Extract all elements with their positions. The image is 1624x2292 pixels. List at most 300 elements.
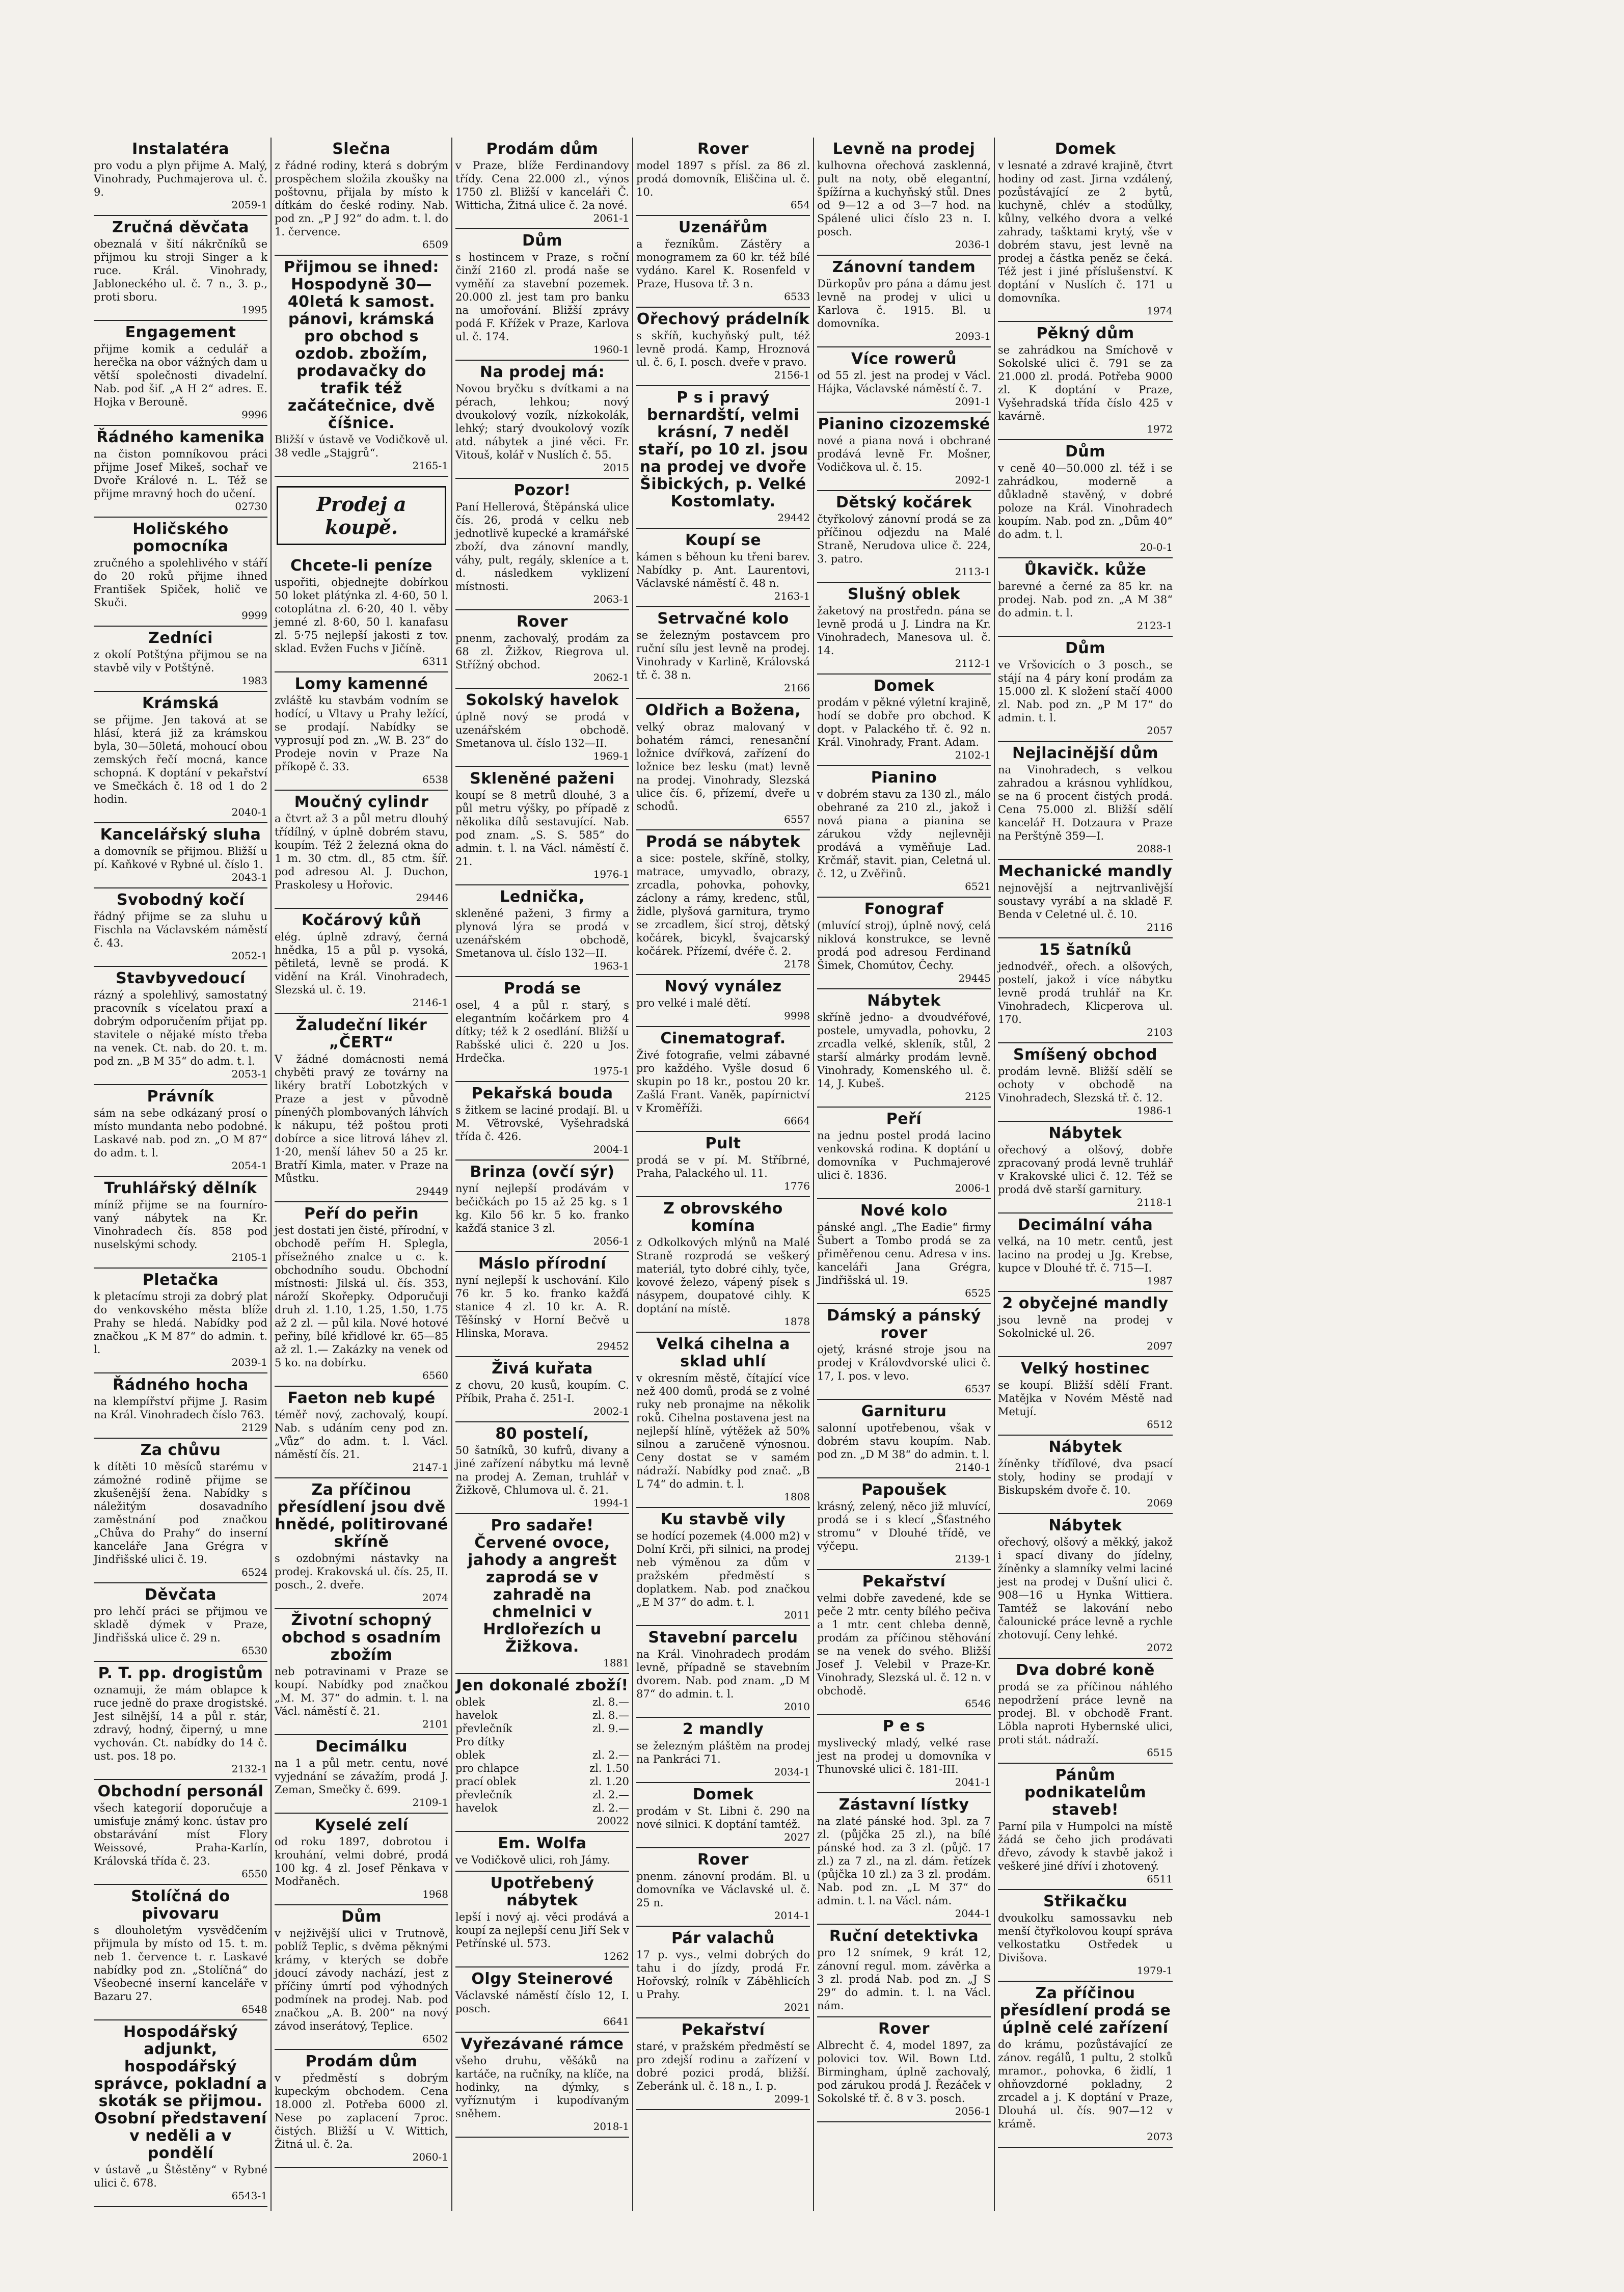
ad-title: Obchodní personál xyxy=(97,1783,264,1800)
classified-ad xyxy=(817,1108,991,1199)
ad-title: Hospodářský adjunkt, hospodářský správce, pokladní a skoták se přijmou. Osobní představení v neděli a v pondělí xyxy=(94,2023,267,2162)
ad-reference-number: 2147-1 xyxy=(412,1461,448,1473)
ad-title: Cinematograf. xyxy=(660,1030,786,1047)
price-row xyxy=(455,1735,629,1748)
ad-title: Peří xyxy=(886,1110,922,1128)
ad-text: zvláště ku stavbám vodním se hodící, u Vltavy u Prahy ležící, se prodají. Nabídky se vyprosují pod zn. „W. B. 23“ do Prodeje novin v Praze Na příkopě č. 33. xyxy=(275,694,448,773)
classified-ad xyxy=(94,518,267,627)
ad-text: rázný a spolehlivý, samostatný pracovník s vícelatou praxí a dobrým odporučením přijat pp. stavitele o nějaké místo třeba na venek. Ct. nab. do 20. t. m. pod zn. „B M 35“ do adm. t. l. xyxy=(94,989,267,1067)
ad-title: Moučný cylindr xyxy=(294,793,429,811)
ad-text: ve Vodičkově ulici, roh Jámy. xyxy=(455,1854,610,1866)
ad-text: obeznalá v šití nákrčníků se přijmou ku stroji Singer a k ruce. Král. Vinohrady, Jabloneckého ul. č. 7 n., 3. p., proti sboru. xyxy=(94,238,267,303)
ad-text: se železným pláštěm na prodej na Pankráci 71. xyxy=(636,1740,810,1765)
classified-ad xyxy=(275,138,448,256)
ad-text: dvoukolku samossavku neb menší čtyřkolovou koupí správa velkostatku Ostředek u Divišova. xyxy=(998,1912,1173,1964)
price-row xyxy=(455,1788,629,1801)
ad-title: Instalatéra xyxy=(132,140,229,158)
ad-title: Brinza (ovčí sýr) xyxy=(470,1163,615,1181)
ad-text: nyní nejlepší prodávám v bečičkách po 15 až 25 kg. s 1 kg. Kilo 56 kr. 5 ko. franko kažďá stanice 3 zl. xyxy=(455,1182,629,1234)
ad-text: se hodící pozemek (4.000 m2) v Dolní Krči, při silnici, na prodej neb výměnou za dům v pražském předměstí s doplatkem. Nab. pod značkou „E M 37“ do adm. t. l. xyxy=(636,1530,810,1608)
classified-ad xyxy=(817,1925,991,2017)
ad-title: Decimálku xyxy=(315,1738,408,1756)
ad-text: Parní pila v Humpolci na místě žádá se čeho jich prodávati dřevo, závody k stavbě jakož i veškeré jiné dříví i zhotovený. xyxy=(998,1820,1173,1872)
ad-text: k dítěti 10 měsíců starému v zámožné rodině přijme se zkušenější žena. Nabídky s náležitým dosavadního zaměstnání pod značkou „Chůva do Prahy“ do inserní kanceláře Jana Grégra v Jindřišské ulici č. 19. xyxy=(94,1461,267,1566)
ad-reference-number: 1960-1 xyxy=(593,343,629,356)
ad-title: Prodá se nábytek xyxy=(645,833,801,851)
ad-text: neb potravinami v Praze se koupí. Nabídky pod značkou „M. M. 37“ do admin. t. l. na Václ. náměstí č. 21. xyxy=(275,1665,448,1717)
ad-reference-number: 1968 xyxy=(422,1888,448,1900)
classified-ad xyxy=(998,1436,1173,1514)
classified-ad xyxy=(817,583,991,675)
classified-ad xyxy=(94,2020,267,2207)
ad-reference-number: 2091-1 xyxy=(955,395,991,408)
ad-title: Žaludeční likér „ČERT“ xyxy=(295,1016,427,1051)
ad-text: ojetý, krásné stroje jsou na prodej v Královdvorské ulici č. 17, I. pos. v levo. xyxy=(817,1343,991,1382)
ad-text: sám na sebe odkázaný prosí o místo mundanta nebo podobné. Laskavé nab. pod zn. „O M 87“ do adm. t. l. xyxy=(94,1107,267,1159)
ad-reference-number: 02730 xyxy=(235,500,267,513)
classified-ad xyxy=(94,321,267,426)
ad-text: z chovu, 20 kusů, koupím. C. Příbik, Praha č. 251-I. xyxy=(455,1379,629,1405)
ad-reference-number: 2156-1 xyxy=(774,369,810,381)
ad-reference-number: 2036-1 xyxy=(955,238,991,251)
ad-reference-number: 2112-1 xyxy=(955,657,991,669)
ad-title: Lomy kamenné xyxy=(294,675,428,693)
ad-text: Albrecht č. 4, model 1897, za polovici tov. Wil. Bown Ltd. Birmingham, úplně zachovalý, pod zárukou prodá J. Řezáček v Sokolské tř. č. 8 v 3. posch. xyxy=(817,2039,991,2105)
ad-title: Nábytek xyxy=(1048,1438,1122,1456)
price-list xyxy=(455,1695,629,1815)
ad-text: pro vodu a plyn přijme A. Malý, Vinohrady, Puchmajerova ul. č. 9. xyxy=(94,159,267,198)
ad-reference-number: 2060-1 xyxy=(412,2151,448,2163)
classified-ad xyxy=(636,1197,810,1333)
ad-reference-number: 2132-1 xyxy=(231,1763,267,1775)
classified-ad xyxy=(94,1885,267,2020)
ad-title: Máslo přírodní xyxy=(478,1255,607,1273)
classified-ad xyxy=(636,1508,810,1626)
ad-title: Rover xyxy=(697,1851,749,1869)
ad-text: V žádné domácnosti nemá chyběti pravý ze továrny na likéry bratří Lobotzkých v Praze a jest v původně pínenýčh plombovaných láhvích k nákupu, též poštou proti dobírce a sice litrová láhev zl. 1·20, menší láhev 50 a 25 kr. Bratří Kimla, mater. v Praze na Můstku. xyxy=(275,1053,448,1184)
ad-text: s dlouholetým vysvědčením přijmula by místo od 15. t. m. neb 1. července t. r. Laskavé nabídky pod zn. „Stolíčná“ do Všeobecné inserní kanceláře v Bazaru 27. xyxy=(94,1924,267,2003)
classified-ad xyxy=(94,627,267,692)
classified-ad xyxy=(275,1814,448,1905)
classified-ad xyxy=(636,1927,810,2018)
ad-title: Přijmou se ihned: Hospodyně 30—40letá k samost. pánovi, krámská pro obchod s ozdob. zbožím, prodavačky do trafik též začátečnice, dvě číšnice. xyxy=(284,258,439,432)
ad-text: na 1 a půl metr. centu, nové vyjednání se závažím, prodá J. Zeman, Smečky č. 699. xyxy=(275,1757,448,1796)
ad-text: k pletacímu stroji za dobrý plat do venkovského města blíže Prahy se hledá. Nabídky pod značkou „K M 87“ do admin. t. l. xyxy=(94,1290,267,1356)
ad-reference-number: 6543-1 xyxy=(231,2190,267,2202)
classified-ad xyxy=(636,607,810,699)
ad-title: Dům xyxy=(1065,639,1106,657)
ad-reference-number: 2039-1 xyxy=(231,1356,267,1368)
ad-text: prodám v St. Libni č. 290 na nové silnici. K doptání tamtéž. xyxy=(636,1805,810,1830)
ad-text: do krámu, pozůstávající ze zánov. regálů, 1 pultu, 2 stolků mramor., pohovka, 6 židlí, 1 ohňovzdorné pokladny, 2 zrcadel a j. K doptání v Praze, Dlouhá ul. čís. 907—12 v krámě. xyxy=(998,2038,1173,2130)
ad-reference-number: 1963-1 xyxy=(593,960,629,972)
ad-text: na Král. Vinohradech prodám levně, případně se stavebním dvorem. Nab. pod znam. „D M 87“ do admin. t. l. xyxy=(636,1648,810,1700)
ad-reference-number: 2069 xyxy=(1147,1497,1173,1509)
ad-text: se přijme. Jen taková at se hlásí, která již za krámskou byla, 30—50letá, mohoucí obou zemských řečí mocná, kance schopná. K doptání v pekařství ve Smečkách č. 18 od 1 do 2 hodin. xyxy=(94,714,267,805)
ad-reference-number: 2010 xyxy=(784,1701,810,1713)
price-item: oblek xyxy=(455,1696,485,1708)
ad-text: a domovník se přijmou. Bližší u pí. Kaňkové v Rybné ul. číslo 1. xyxy=(94,845,267,871)
ad-reference-number: 2056-1 xyxy=(955,2105,991,2117)
classified-ad xyxy=(94,138,267,216)
classified-ad xyxy=(636,830,810,975)
ad-title: Pletačka xyxy=(142,1271,219,1289)
ad-title: Oldřich a Božena, xyxy=(645,702,801,719)
ad-reference-number: 1974 xyxy=(1147,305,1173,317)
ad-reference-number: 6509 xyxy=(422,238,448,251)
ad-title: Zástavní lístky xyxy=(838,1796,969,1814)
ad-title: Slečna xyxy=(332,140,391,158)
ad-text: oznamuji, že mám oblapce k ruce jedně do praxe drogistské. Jest silnější, 14 a půl r. stár, zdravý, hodný, čiperný, u mne vychován. Ct. nabídky do 14 č. ust. pos. 18 po. xyxy=(94,1684,267,1762)
classified-ad xyxy=(817,413,991,491)
classified-ad xyxy=(817,675,991,766)
classified-ad xyxy=(455,1832,629,1872)
ad-reference-number: 2054-1 xyxy=(231,1160,267,1172)
classified-ad xyxy=(94,1439,267,1583)
ad-title: Pekařství xyxy=(681,2021,765,2039)
ad-reference-number: 6550 xyxy=(241,1868,267,1880)
ad-reference-number: 2014-1 xyxy=(774,1909,810,1922)
price-value: zl. 2.— xyxy=(592,1789,629,1801)
classified-ad xyxy=(636,138,810,216)
ad-text: nové a piana nová i obchrané prodává levně Fr. Mošner, Vodičkova ul. č. 15. xyxy=(817,435,991,473)
classified-ad xyxy=(455,1967,629,2033)
ad-reference-number: 6521 xyxy=(965,880,991,893)
ad-text: jest dostati jen čisté, přírodní, v obchodě peřím H. Splegla, přísežného znalce u c. k. obchodního soudu. Obchodní místnosti: Jilská ul. čís. 353, nároží Skořepky. Odporučuji druh zl. 1.10, 1.25, 1.50, 1.75 až 2 zl. — půl kila. Nové hotové peřiny, bílé křidlové kr. 65—85 až zl. 1.— Zakázky na venek od 5 ko. na dobírku. xyxy=(275,1224,448,1369)
ad-reference-number: 6538 xyxy=(422,773,448,786)
ad-title: Kancelářský sluha xyxy=(100,826,261,844)
ad-title: P. T. pp. drogistům xyxy=(98,1664,263,1682)
ad-text: Bližší v ústavě ve Vodičkově ul. 38 vedle „Stajgrů“. xyxy=(275,434,448,459)
ad-reference-number: 2093-1 xyxy=(955,330,991,342)
classified-ad xyxy=(455,1674,629,1832)
ad-reference-number: 2072 xyxy=(1147,1641,1173,1654)
ad-title: Pekařská bouda xyxy=(471,1085,613,1102)
ad-text: a sice: postele, skříně, stolky, matrace, umyvadlo, obrazy, zrcadla, pohovka, pohovky, záclony a rámy, kredenc, stůl, židle, plyšová garnitura, trymo se zrcadlem, šicí stroj, dětský kočárek, bicykl, švajcarský kočárek. Přízemí, dvéře č. 2. xyxy=(636,852,810,957)
ad-reference-number: 6548 xyxy=(241,2003,267,2015)
ad-reference-number: 1976-1 xyxy=(593,868,629,880)
ad-column xyxy=(91,138,272,2211)
classified-ad xyxy=(998,1292,1173,1357)
classified-ad xyxy=(455,361,629,479)
ad-title: P e s xyxy=(882,1717,926,1735)
classified-ad xyxy=(94,1269,267,1373)
classified-ad xyxy=(817,989,991,1108)
classified-ad xyxy=(998,1890,1173,1982)
ad-text: pro lehčí práci se přijmou ve skladě dýmek v Praze, Jindřišská ulice č. 29 n. xyxy=(94,1605,267,1644)
price-row xyxy=(455,1748,629,1762)
ad-title: Pro sadaře! Červené ovoce, jahody a angrešt zaprodá se v zahradě na chmelnici v Hrdlořezích u Žižkova. xyxy=(467,1517,617,1656)
ad-text: se železným postavcem pro ruční sílu jest levně na prodej. Vinohrady v Karlině, Královská tř. č. 38 n. xyxy=(636,629,810,681)
ad-title: Stavbyvedoucí xyxy=(116,969,246,987)
ad-title: Zedníci xyxy=(148,629,213,647)
ad-text: velká, na 10 metr. centů, jest lacino na prodej u Jg. Krebse, kupce v Dlouhé tř. č. 715—I. xyxy=(998,1235,1173,1274)
ad-reference-number: 2034-1 xyxy=(774,1766,810,1778)
classified-ad xyxy=(94,823,267,888)
ad-reference-number: 2146-1 xyxy=(412,996,448,1009)
ad-title: Pult xyxy=(705,1135,741,1152)
ad-reference-number: 2063-1 xyxy=(593,593,629,605)
ad-title: Upotřebený nábytek xyxy=(490,1874,594,1909)
ad-reference-number: 2109-1 xyxy=(412,1796,448,1809)
ad-title: Rover xyxy=(878,2020,930,2038)
ad-reference-number: 1881 xyxy=(603,1657,629,1669)
ad-text: všech kategorií doporučuje a umisťuje známý konc. ústav pro obstarávání míst Flory Weissové, Praha-Karlín, Královská třída č. 23. xyxy=(94,1802,267,1867)
ad-title: Dům xyxy=(1065,443,1106,461)
classified-ad xyxy=(817,1715,991,1793)
ad-text: staré, v pražském předměstí se pro zdejší rodinu a zařízení v dobré pozici prodá, bližší. Zeberánk ul. č. 18 n., I. p. xyxy=(636,2040,810,2092)
ad-text: žaketový na prostředn. pána se levně prodá u J. Lindra na Kr. Vinohradech, Manesova ul. č. 14. xyxy=(817,605,991,657)
ad-title: Skleněné paženi xyxy=(470,770,615,788)
ad-reference-number: 29442 xyxy=(777,511,810,524)
price-row xyxy=(455,1695,629,1709)
ad-reference-number: 29445 xyxy=(958,972,991,984)
ad-reference-number: 2092-1 xyxy=(955,474,991,486)
classified-ad xyxy=(636,216,810,308)
ad-text: z Odkolkových mlýnů na Malé Straně rozprodá se veškerý materiál, tyto dobré cihly, tyče, kovové železo, vápený písek s násypem, doupatové cihly. K doptání na místě. xyxy=(636,1236,810,1315)
ad-reference-number: 2040-1 xyxy=(231,806,267,818)
classified-ad xyxy=(636,975,810,1027)
ad-title: Ořechový prádelník xyxy=(636,310,810,328)
ad-reference-number: 2056-1 xyxy=(593,1235,629,1247)
ad-reference-number: 6525 xyxy=(965,1287,991,1299)
ad-reference-number: 654 xyxy=(790,199,810,211)
ad-text: salonní upotřebenou, však v dobrém stavu koupím. Nab. pod zn. „D M 38“ do admin. t. l. xyxy=(817,1422,991,1461)
ad-title: Pianino xyxy=(871,769,937,787)
ad-title: Za příčinou přesídlení jsou dvě hnědé, politirované skříně xyxy=(275,1481,448,1551)
ad-text: pro 12 snímek, 9 krát 12, zánovní regul. mom. závěrka a 3 zl. prodá Nab. pod zn. „J S 29“ do admin. t. l. na Václ. nám. xyxy=(817,1947,991,2012)
classified-ad xyxy=(817,1793,991,1925)
ad-reference-number: 2116 xyxy=(1147,921,1173,933)
classified-ad xyxy=(94,692,267,823)
ad-text: v předměstí s dobrým kupeckým obchodem. Cena 18.000 zl. Potřeba 6000 zl. Nese po zaplacení 7proc. čistých. Bližší u V. Wittich, Žitná ul. č. 2a. xyxy=(275,2072,448,2150)
ad-title: 15 šatníků xyxy=(1039,941,1132,959)
ad-title: Zánovní tandem xyxy=(832,258,976,276)
classified-ad xyxy=(817,1304,991,1400)
ad-text: v ceně 40—50.000 zl. též i se zahrádkou, moderně a důkladně stavěný, v dobré poloze na Král. Vinohradech koupím. Nab. pod zn. „Dům 40“ do adm. t. l. xyxy=(998,462,1173,541)
ad-text: pnenm. zánovní prodám. Bl. u domovníka ve Václavské ul. č. 25 n. xyxy=(636,1870,810,1909)
ad-text: prodám levně. Bližší sdělí se ochoty v obchodě na Vinohradech, Slezská tř. č. 12. xyxy=(998,1065,1173,1104)
price-item: prací oblek xyxy=(455,1775,517,1788)
classified-ad xyxy=(998,637,1173,742)
ad-text: ořechový, olšový a měkký, jakož i spací divany do jídelny, žíněnky a slamníky velmi laciné jest na prodej v Dušní ulici č. 908—16 u Hynka Wittiera. Tamtéž se lakování nebo čalounické práce levně a rychle zhotovují. Ceny lehké. xyxy=(998,1536,1173,1641)
ad-reference-number: 9999 xyxy=(241,609,267,622)
ad-reference-number: 2018-1 xyxy=(593,2120,629,2133)
ad-reference-number: 2105-1 xyxy=(231,1251,267,1263)
ad-title: Garnituru xyxy=(861,1403,947,1420)
ad-reference-number: 9996 xyxy=(241,409,267,421)
ad-text: Živé fotografie, velmi zábavné pro každého. Vyšle dosud 6 skupin po 18 kr., postou 20 kr. Zašlá Frant. Vaněk, papírnictví v Kroměříži. xyxy=(636,1049,810,1114)
ad-reference-number: 6664 xyxy=(784,1115,810,1127)
classified-ad xyxy=(636,1333,810,1508)
ad-title: Řádného kamenika xyxy=(96,428,265,446)
ad-text: nyní nejlepší k uschování. Kilo 76 kr. 5 ko. franko kažďá stanice 4 zl. 10 kr. A. R. Těšínský v Horní Bečvě u Hlinska, Morava. xyxy=(455,1274,629,1339)
price-value: zl. 1.50 xyxy=(589,1762,629,1774)
ad-text: žíněnky tříďílové, dva psací stoly, hodiny se prodají v Biskupském dvoře č. 10. xyxy=(998,1458,1173,1496)
ad-text: na jednu postel prodá lacino venkovská rodina. K doptání u domovníka v Puchmajerové ulici č. 1836. xyxy=(817,1129,991,1181)
classified-ad xyxy=(817,2017,991,2122)
classified-ad xyxy=(817,1478,991,1570)
ad-text: Novou bryčku s dvítkami a na pérach, lehkou; nový dvoukolový vozík, nízkokolák, lehký; starý dvoukolový vozík atd. nábytek a jiné věci. Fr. Vitouš, kolář v Nuslích č. 55. xyxy=(455,383,629,461)
classified-ad xyxy=(275,791,448,909)
ad-reference-number: 2002-1 xyxy=(593,1405,629,1417)
ad-text: od 55 zl. jest na prodej v Václ. Hájka, Václavské náměstí č. 7. xyxy=(817,369,991,395)
classified-ad xyxy=(275,1735,448,1814)
ad-reference-number: 2027 xyxy=(784,1831,810,1843)
ad-title: Dětský kočárek xyxy=(835,494,972,511)
ad-title: Nábytek xyxy=(1048,1517,1122,1534)
ad-text: a řezníkům. Zástěry a monogramem za 60 kr. též bílé vydáno. Karel K. Rosenfeld v Praze, Husova tř. 3 n. xyxy=(636,238,810,290)
classified-ad xyxy=(636,1132,810,1197)
ad-reference-number: 2044-1 xyxy=(955,1907,991,1920)
ad-text: čtyřkolový zánovní prodá se za příčinou odjezdu na Malé Straně, Nerudova ulice č. 224, 3. patro. xyxy=(817,513,991,565)
ad-title: Pánům podnikatelům staveb! xyxy=(1024,1766,1146,1819)
classified-ad xyxy=(275,1905,448,2050)
classified-ad xyxy=(998,1357,1173,1436)
ad-title: Em. Wolfa xyxy=(498,1835,587,1852)
ad-reference-number: 2103 xyxy=(1147,1026,1173,1038)
classified-ad xyxy=(455,885,629,977)
ad-text: v dobrém stavu za 130 zl., málo obehrané za 210 zl., jakož i nová piana a pianina se zárukou vždy nejlevněji prodává a vyměňuje Lad. Krčmář, stavit. pian, Celetná ul. č. 12, u Zvěřinů. xyxy=(817,788,991,880)
classified-ad xyxy=(455,229,629,361)
ad-title: Prodá se xyxy=(503,980,581,997)
ad-column xyxy=(633,138,814,2211)
ad-title: Nové kolo xyxy=(860,1202,948,1220)
classified-ad xyxy=(275,1202,448,1387)
ad-reference-number: 2102-1 xyxy=(955,749,991,761)
ad-reference-number: 6530 xyxy=(241,1644,267,1657)
ad-title: Lednička, xyxy=(500,888,585,906)
ad-text: na Vinohradech, s velkou zahradou a krásnou vyhlídkou, se na 6 procent čistých prodá. Cena 75.000 zl. Bližší sdělí kancelář H. Dotzaura v Praze na Perštýně 359—I. xyxy=(998,764,1173,842)
ad-reference-number: 2057 xyxy=(1147,724,1173,737)
ad-text: barevné a černé za 85 kr. na prodej. Nab. pod zn. „A M 38“ do admin. t. l. xyxy=(998,580,1173,619)
ad-reference-number: 2041-1 xyxy=(955,1776,991,1788)
ad-title: Zručná děvčata xyxy=(112,219,249,236)
ad-text: v ústavě „u Štěstěny“ v Rybné ulici č. 678. xyxy=(94,2164,267,2189)
classified-ad xyxy=(94,426,267,518)
ad-text: prodám v pěkné výletní krajině, hodí se dobře pro obchod. K dopt. v Palackého tř. č. 92 n. Král. Vinohrady, Frant. Adam. xyxy=(817,696,991,748)
classified-ad xyxy=(817,256,991,347)
ad-text: Paní Hellerová, Štěpánská ulice čís. 26, prodá v celku neb jednotlivě kupecké a kramářské zboží, dva zánovní mandly, váhy, pult, regály, skleníce a t. d. následkem vyklizení místnosti. xyxy=(455,501,629,592)
ad-title: Papoušek xyxy=(861,1481,947,1499)
ad-text: model 1897 s přísl. za 86 zl. prodá domovník, Eliščina ul. č. 10. xyxy=(636,159,810,198)
classified-ad xyxy=(275,1609,448,1735)
ad-reference-number: 2163-1 xyxy=(774,590,810,602)
classified-ad xyxy=(94,1583,267,1662)
ad-reference-number: 2052-1 xyxy=(231,950,267,962)
classified-ad xyxy=(275,2050,448,2168)
ad-reference-number: 2004-1 xyxy=(593,1143,629,1155)
classified-ad xyxy=(998,1514,1173,1659)
ad-text: se koupí. Bližší sdělí Frant. Matějka v Novém Městě nad Metují. xyxy=(998,1379,1173,1418)
ad-text: skříně jedno- a dvoudvéřové, postele, umyvadla, pohovku, 2 zrcadla velké, skleník, stůl, 2 starší almárky prodám levně. Vinohrady, Komenského ul. č. 14, J. Kubeš. xyxy=(817,1011,991,1090)
ad-reference-number: 2140-1 xyxy=(955,1461,991,1473)
ad-text: pánské angl. „The Eadie“ firmy Šubert a Tombo prodá se za přiměřenou cenu. Adresa v ins. kanceláři Jana Grégra, Jindřišská ul. 19. xyxy=(817,1221,991,1286)
ad-text: přijme komik a cedulář a herečka na obor vážných dam u větší společnosti divadelní. Nab. pod šif. „A H 2“ adres. E. Hojka v Berouně. xyxy=(94,343,267,408)
price-value: zl. 2.— xyxy=(592,1802,629,1814)
ad-text: z řádné rodiny, která s dobrým prospěchem složila zkoušky na poštovnu, přijala by místo k dítkám do české rodiny. Nab. pod zn. „P J 92“ do adm. t. l. do 1. července. xyxy=(275,159,448,238)
ad-text: v lesnaté a zdravé krajině, čtvrt hodiny od zast. Jirna vzdálený, pozůstávající ze 2 bytů, kuchyně, chlév a stodůlky, kůlny, velkého dvora a velké zahrady, tašktami krytý, vše v dobrém stavu, jest levně na prodej a částka peněz se čeká. Též jest i jiné příslušenství. K doptání v Nuslích č. 171 u domovníka. xyxy=(998,159,1173,304)
ad-text: na čiston pomníkovou práci přijme Josef Mikeš, sochař ve Dvoře Králové n. L. Též se přijme mravný hoch do učení. xyxy=(94,448,267,500)
ad-title: Jen dokonalé zboží! xyxy=(456,1677,629,1694)
ad-text: uspořiti, objednejte dobírkou 50 loket plátýnka zl. 4·60, 50 l. cotoplátna zl. 6·20, 40 l. věby jemné zl. 8·60, 50 l. kanafasu zl. 5·75 nejlepší jakosti z tov. sklad. Evžen Fuchs v Jičíně. xyxy=(275,576,448,655)
ad-reference-number: 6546 xyxy=(965,1697,991,1710)
price-item: převlečník xyxy=(455,1789,512,1801)
ad-title: Setrvačné kolo xyxy=(657,610,789,628)
price-row xyxy=(455,1762,629,1775)
classified-ad xyxy=(636,1626,810,1718)
ad-reference-number: 2011 xyxy=(784,1609,810,1621)
classified-ad xyxy=(94,1085,267,1177)
ad-title: Stavební parcelu xyxy=(648,1629,798,1647)
classified-ad xyxy=(817,347,991,413)
classified-ad xyxy=(455,1161,629,1252)
ad-title: Prodám dům xyxy=(486,140,599,158)
classified-ad xyxy=(998,860,1173,938)
ad-reference-number: 1979-1 xyxy=(1136,1964,1173,1977)
ad-text: zručného a spolehlivého v stáří do 20 roků přijme ihned František Spiček, holič ve Skuči. xyxy=(94,557,267,609)
ad-title: Ku stavbě vily xyxy=(660,1511,786,1528)
classified-ad xyxy=(94,216,267,321)
ad-title: Pár valachů xyxy=(671,1929,775,1947)
ad-title: Stolíčná do pivovaru xyxy=(131,1887,230,1923)
ad-reference-number: 6533 xyxy=(784,290,810,303)
ad-reference-number: 1776 xyxy=(784,1180,810,1192)
ad-title: Živá kuřata xyxy=(492,1360,593,1378)
ad-reference-number: 1878 xyxy=(784,1315,810,1328)
classified-ad xyxy=(455,1252,629,1357)
ad-text: Václavské náměstí číslo 12, I. posch. xyxy=(455,1989,629,2015)
ad-text: se zahrádkou na Smíchově v Sokolské ulici č. 791 se za 21.000 zl. prodá. Potřeba 9000 zl. K doptání v Praze, Vyšehradská třída číslo 425 v kavárně. xyxy=(998,344,1173,422)
ad-reference-number: 2118-1 xyxy=(1136,1196,1173,1208)
ad-reference-number: 6515 xyxy=(1147,1746,1173,1759)
ad-title: Decimální váha xyxy=(1017,1216,1153,1234)
ad-text: kámen s běhoun ku třeni barev. Nabídky p. Ant. Laurentovi, Václavské náměstí č. 48 n. xyxy=(636,551,810,589)
ad-text: téměř nový, zachovalý, koupí. Nab. s udáním ceny pod zn. „Vůz“ do adm. t. l. Václ. náměstí čís. 21. xyxy=(275,1409,448,1461)
classified-ad xyxy=(998,138,1173,322)
ad-title: Dámský a pánský rover xyxy=(827,1307,981,1342)
classified-ad xyxy=(94,967,267,1085)
price-row xyxy=(455,1775,629,1788)
ad-text: pnenm, zachovalý, prodám za 68 zl. Žižkov, Riegrova ul. Střížný obchod. xyxy=(455,632,629,671)
classified-ad xyxy=(998,938,1173,1043)
ad-reference-number: 6560 xyxy=(422,1369,448,1382)
ad-text: s skříň, kuchyňský pult, též levně prodá. Kamp, Hroznová ul. č. 6, I. posch. dveře v pravo. xyxy=(636,330,810,368)
ad-reference-number: 1969-1 xyxy=(593,750,629,762)
ad-reference-number: 2125 xyxy=(965,1090,991,1102)
ad-title: Kočárový kůň xyxy=(302,911,421,929)
ad-title: Rover xyxy=(697,140,749,158)
ad-title: Vyřezávané rámce xyxy=(461,2035,624,2053)
ad-text: elég. úplně zdravý, černá hnědka, 15 a půl p. vysoká, pětiletá, levně se prodá. K vidění na Král. Vinohradech, Slezská ul. č. 19. xyxy=(275,931,448,996)
ad-columns xyxy=(91,138,1537,2211)
ad-title: Ruční detektivka xyxy=(829,1927,979,1945)
classified-ad xyxy=(817,1199,991,1304)
ad-reference-number: 6512 xyxy=(1147,1418,1173,1431)
ad-text: ve Vršovicích o 3 posch., se stájí na 4 páry koní prodám za 15.000 zl. K složení stačí 4000 zl. Nab. pod zn. „P M 17“ do admin. t. l. xyxy=(998,659,1173,724)
ad-title: Holičského pomocníka xyxy=(132,520,229,555)
section-rubric: Prodej a koupě. xyxy=(277,486,446,545)
ad-text: v Praze, blíže Ferdinandovy třídy. Cena 22.000 zl., výnos 1750 zl. Bližší v kanceláři Č. Witticha, Žitná ulice č. 2a nové. xyxy=(455,159,629,211)
classified-ad xyxy=(275,1014,448,1202)
price-row xyxy=(455,1709,629,1722)
ad-title: Pianino cizozemské xyxy=(818,415,990,433)
ad-reference-number: 6511 xyxy=(1147,1873,1173,1885)
classified-ad xyxy=(998,1659,1173,1764)
ad-reference-number: 6537 xyxy=(965,1383,991,1395)
ad-title: Chcete-li peníze xyxy=(290,557,432,575)
classified-ad xyxy=(275,554,448,672)
